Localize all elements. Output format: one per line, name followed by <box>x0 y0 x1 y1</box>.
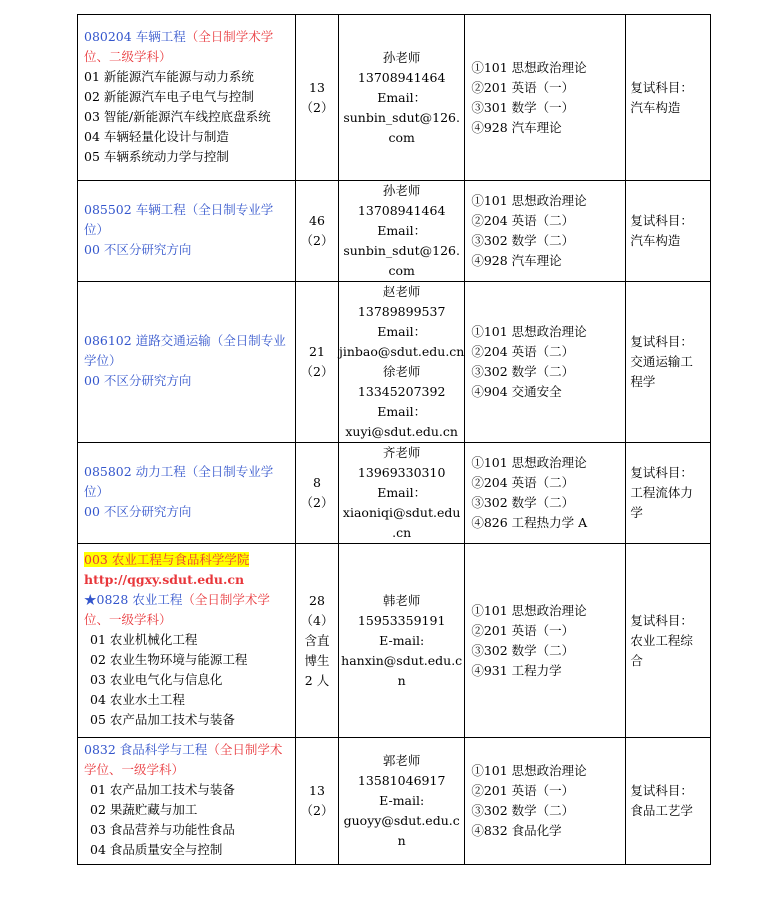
exam-item: ②201 英语（一） <box>471 79 575 95</box>
program-type-note: （全日制学术学位、一级学科） <box>84 742 283 777</box>
program-type-note: （全日制学术学位、一级学科） <box>84 591 270 627</box>
quota-extra: 博生 <box>304 652 330 668</box>
exam-item: ④928 汽车理论 <box>471 119 562 135</box>
direction-item: 04 车辆轻量化设计与制造 <box>84 128 229 144</box>
quota-extra: 含直 <box>304 632 330 648</box>
quota-value: 46 <box>309 213 325 228</box>
contact-line: 13708941464 <box>357 69 446 85</box>
program-type-note: （全日制专业学位） <box>84 333 286 368</box>
direction-item: 02 果蔬贮藏与加工 <box>90 802 198 817</box>
retest-line: 程学 <box>630 374 656 389</box>
program-code: 085502 <box>84 202 132 217</box>
contact-line: xuyi@sdut.edu.cn <box>345 424 458 439</box>
program-code: 086102 <box>84 333 132 348</box>
contact-cell <box>339 15 465 181</box>
contact-line: hanxin@sdut.edu.c <box>341 652 463 668</box>
contact-cell <box>339 738 465 865</box>
quota-cell <box>296 738 339 865</box>
quota-note: （2） <box>300 99 334 115</box>
contact-line: 13345207392 <box>357 384 446 399</box>
direction-item: 02 农业生物环境与能源工程 <box>90 651 248 667</box>
exam-item: ①101 思想政治理论 <box>471 455 587 470</box>
program-table <box>77 14 711 865</box>
direction-item: 03 智能/新能源汽车线控底盘系统 <box>84 108 271 124</box>
exam-cell <box>465 544 626 738</box>
contact-cell <box>339 443 465 544</box>
quota-note: （2） <box>300 803 334 818</box>
quota-cell <box>296 181 339 282</box>
retest-line: 交通运输工 <box>630 354 693 369</box>
retest-cell <box>626 282 711 443</box>
table-row <box>78 443 711 544</box>
program-cell <box>78 738 296 865</box>
contact-line: 徐老师 <box>382 364 421 379</box>
exam-cell <box>465 443 626 544</box>
contact-line: guoyy@sdut.edu.c <box>343 813 460 828</box>
contact-line: E-mail: <box>379 793 425 808</box>
contact-line: sunbin_sdut@126. <box>343 109 460 125</box>
contact-cell <box>339 181 465 282</box>
exam-item: ②201 英语（一） <box>471 783 575 798</box>
contact-line: Email： <box>377 485 427 500</box>
quota-extra: 2 人 <box>304 672 330 688</box>
retest-line: 学 <box>630 505 643 520</box>
contact-line: E-mail: <box>379 632 425 648</box>
exam-item: ④826 工程热力学 A <box>471 515 588 530</box>
quota-note: （4） <box>300 612 334 628</box>
retest-cell <box>626 181 711 282</box>
quota-value: 8 <box>313 475 321 490</box>
quota-note: （2） <box>300 233 334 248</box>
program-name: 车辆工程 <box>135 28 186 44</box>
quota-value: 13 <box>309 783 325 798</box>
retest-cell <box>626 15 711 181</box>
contact-line: com <box>388 263 415 278</box>
exam-item: ①101 思想政治理论 <box>471 59 587 75</box>
direction-item: 04 食品质量安全与控制 <box>90 842 223 857</box>
program-name: 车辆工程 <box>135 202 186 217</box>
program-code: 0832 <box>84 742 116 757</box>
quota-value: 13 <box>309 79 325 95</box>
direction-item: 02 新能源汽车电子电气与控制 <box>84 88 254 104</box>
direction-item: 00 不区分研究方向 <box>84 504 192 519</box>
program-name: 动力工程 <box>135 464 186 479</box>
contact-line: xiaoniqi@sdut.edu <box>342 505 461 520</box>
exam-item: ②201 英语（一） <box>471 622 575 638</box>
college-name: 003 农业工程与食品科学学院 <box>84 551 250 567</box>
program-type-note: （全日制专业学位） <box>84 464 274 499</box>
contact-line: Email： <box>377 223 427 238</box>
exam-item: ③302 数学（二） <box>471 233 575 248</box>
table-row <box>78 738 711 865</box>
exam-item: ④931 工程力学 <box>471 662 562 678</box>
exam-cell <box>465 15 626 181</box>
direction-item: 01 农产品加工技术与装备 <box>90 782 235 797</box>
direction-item: 03 食品营养与功能性食品 <box>90 822 235 837</box>
program-cell <box>78 544 296 738</box>
exam-item: ③302 数学（二） <box>471 803 575 818</box>
contact-line: 郭老师 <box>382 753 421 768</box>
retest-line: 农业工程综 <box>630 632 693 648</box>
program-cell <box>78 443 296 544</box>
direction-item: 00 不区分研究方向 <box>84 242 192 257</box>
quota-note: （2） <box>300 364 334 379</box>
exam-item: ④904 交通安全 <box>471 384 562 399</box>
exam-cell <box>465 282 626 443</box>
contact-line: sunbin_sdut@126. <box>343 243 460 258</box>
retest-line: 汽车构造 <box>630 233 681 248</box>
table-row <box>78 282 711 443</box>
contact-line: 孙老师 <box>382 49 421 65</box>
exam-item: ①101 思想政治理论 <box>471 602 587 618</box>
contact-line: .cn <box>392 525 412 540</box>
exam-item: ②204 英语（二） <box>471 344 575 359</box>
contact-cell <box>339 282 465 443</box>
contact-line: 15953359191 <box>357 612 446 628</box>
direction-item: 00 不区分研究方向 <box>84 373 192 388</box>
program-code: 080204 <box>84 28 132 44</box>
contact-line: 韩老师 <box>382 592 421 608</box>
direction-item: 05 农产品加工技术与装备 <box>90 711 235 727</box>
exam-item: ③302 数学（二） <box>471 364 575 379</box>
program-name: 农业工程 <box>132 591 183 607</box>
retest-cell <box>626 544 711 738</box>
retest-line: 复试科目： <box>630 783 693 798</box>
retest-line: 复试科目： <box>630 213 693 228</box>
program-type-note: （全日制学术学位、二级学科） <box>84 28 274 64</box>
contact-line: 13708941464 <box>357 203 446 218</box>
quota-value: 28 <box>309 592 325 608</box>
retest-cell <box>626 738 711 865</box>
quota-cell <box>296 282 339 443</box>
table-row <box>78 544 711 738</box>
retest-line: 复试科目： <box>630 612 693 628</box>
contact-line: com <box>388 129 415 145</box>
quota-value: 21 <box>309 344 325 359</box>
program-name: 食品科学与工程 <box>119 742 208 757</box>
retest-cell <box>626 443 711 544</box>
program-cell <box>78 181 296 282</box>
contact-line: 13581046917 <box>357 773 446 788</box>
table-row <box>78 15 711 181</box>
quota-cell <box>296 15 339 181</box>
direction-item: 03 农业电气化与信息化 <box>90 671 223 687</box>
exam-item: ④832 食品化学 <box>471 823 562 838</box>
retest-line: 食品工艺学 <box>630 803 693 818</box>
contact-line: Email： <box>377 324 427 339</box>
exam-item: ①101 思想政治理论 <box>471 763 587 778</box>
exam-item: ①101 思想政治理论 <box>471 324 587 339</box>
retest-line: 工程流体力 <box>630 485 693 500</box>
contact-cell <box>339 544 465 738</box>
program-cell <box>78 282 296 443</box>
contact-line: 孙老师 <box>382 183 421 198</box>
program-cell <box>78 15 296 181</box>
direction-item: 01 农业机械化工程 <box>90 631 198 647</box>
contact-line: 13969330310 <box>357 465 446 480</box>
star-icon: ★ <box>84 591 97 607</box>
retest-line: 复试科目： <box>630 79 693 95</box>
table-row <box>78 181 711 282</box>
contact-line: n <box>397 833 406 848</box>
direction-item: 05 车辆系统动力学与控制 <box>84 148 229 164</box>
quota-note: （2） <box>300 495 334 510</box>
exam-cell <box>465 738 626 865</box>
exam-item: ③302 数学（二） <box>471 495 575 510</box>
retest-line: 汽车构造 <box>630 99 681 115</box>
program-code: 085802 <box>84 464 132 479</box>
exam-item: ②204 英语（二） <box>471 475 575 490</box>
exam-cell <box>465 181 626 282</box>
contact-line: Email： <box>377 89 427 105</box>
contact-line: 齐老师 <box>382 445 421 460</box>
exam-item: ③301 数学（一） <box>471 99 575 115</box>
quota-cell <box>296 544 339 738</box>
program-code: 0828 <box>96 591 129 607</box>
exam-item: ①101 思想政治理论 <box>471 193 587 208</box>
direction-item: 04 农业水土工程 <box>90 691 185 707</box>
retest-line: 合 <box>630 652 643 668</box>
contact-line: n <box>397 672 406 688</box>
program-name: 道路交通运输 <box>135 333 211 348</box>
exam-item: ②204 英语（二） <box>471 213 575 228</box>
program-type-note: （全日制专业学位） <box>84 202 274 237</box>
quota-cell <box>296 443 339 544</box>
retest-line: 复试科目： <box>630 334 693 349</box>
retest-line: 复试科目： <box>630 465 693 480</box>
contact-line: 13789899537 <box>357 304 446 319</box>
direction-item: 01 新能源汽车能源与动力系统 <box>84 68 254 84</box>
contact-line: Email： <box>377 404 427 419</box>
contact-line: 赵老师 <box>382 284 421 299</box>
contact-line: jinbao@sdut.edu.cn <box>339 344 465 359</box>
exam-item: ④928 汽车理论 <box>471 253 562 268</box>
exam-item: ③302 数学（二） <box>471 642 575 658</box>
college-url[interactable]: http://qgxy.sdut.edu.cn <box>84 571 245 587</box>
